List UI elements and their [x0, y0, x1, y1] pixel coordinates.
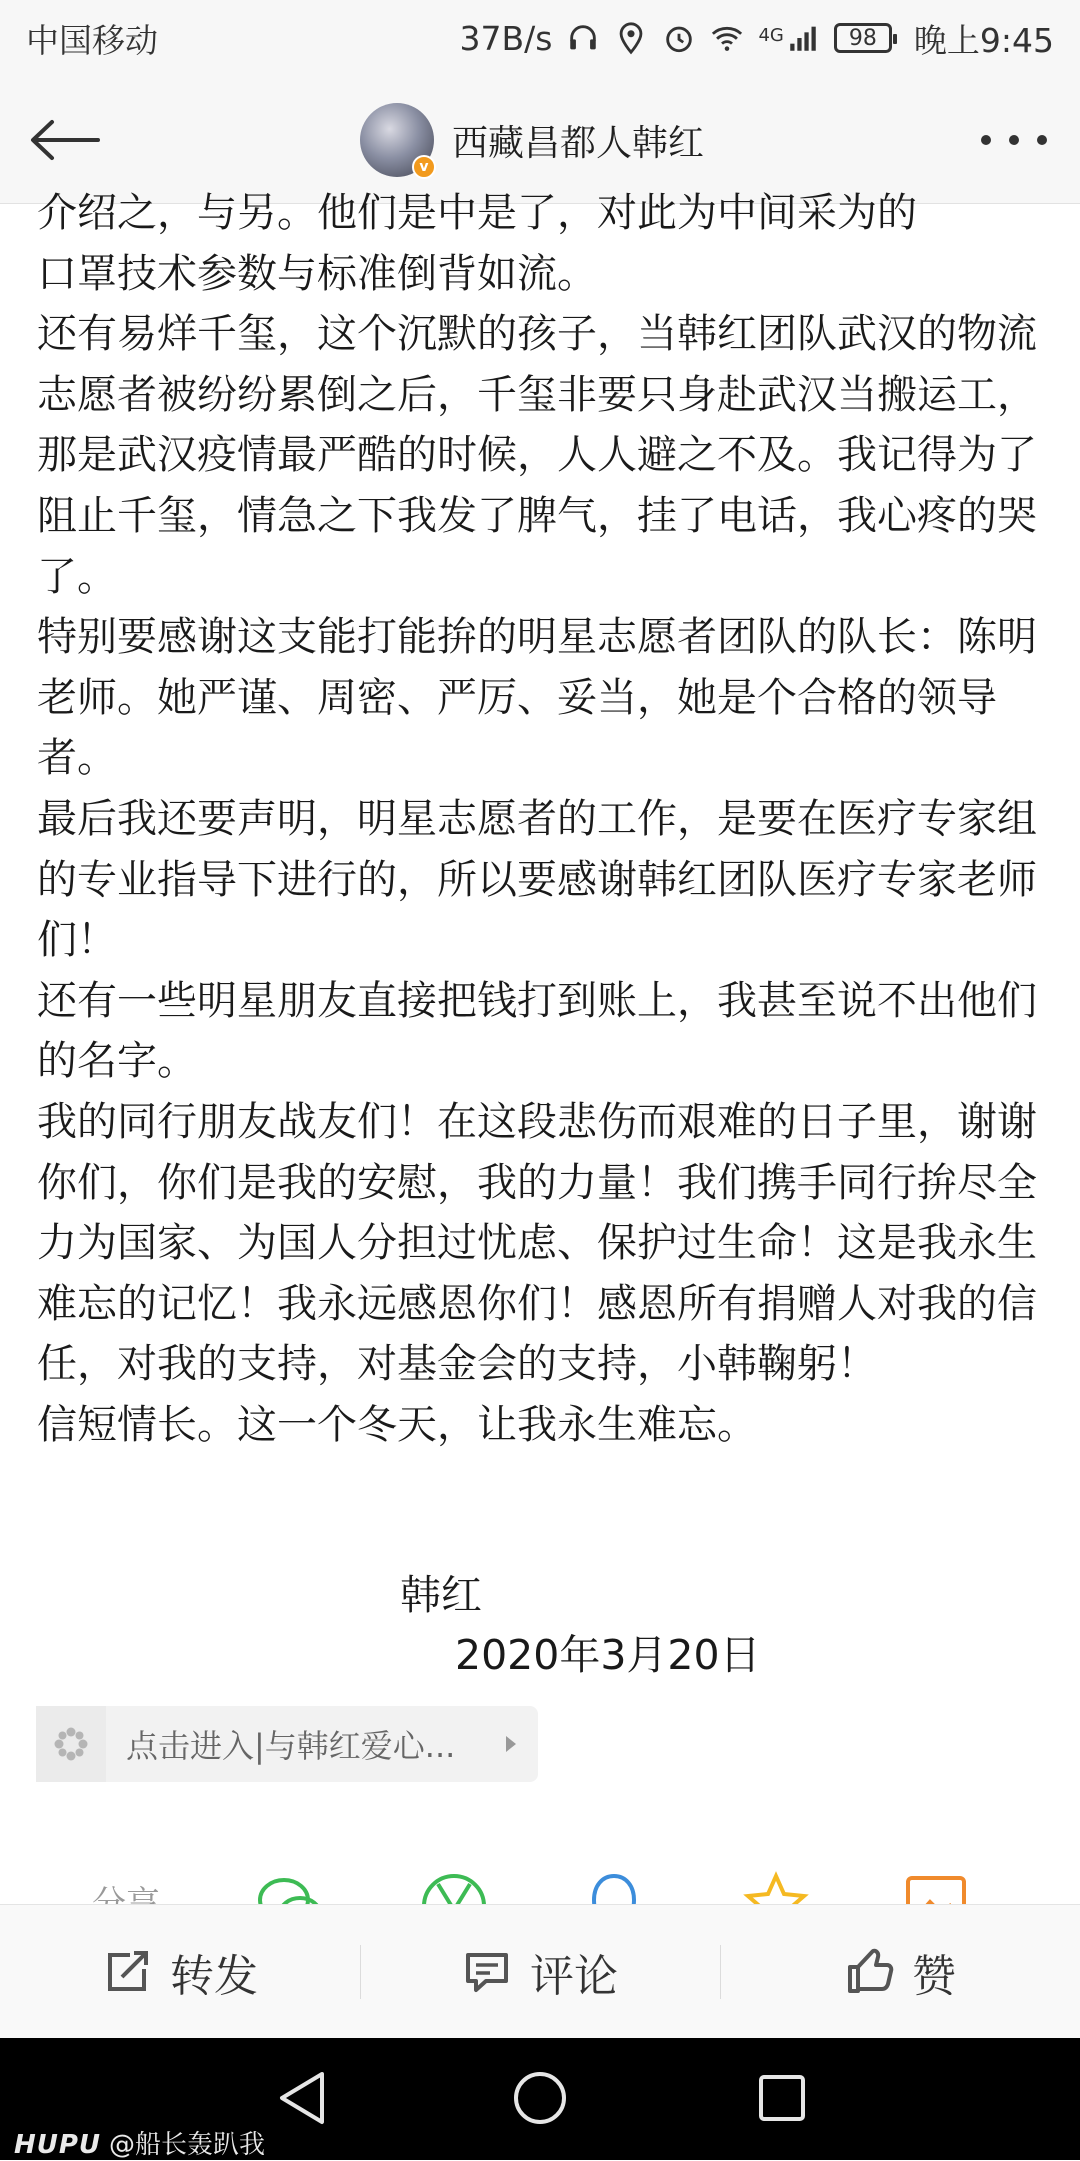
- back-arrow-icon: [28, 118, 100, 162]
- profile-header[interactable]: [360, 100, 704, 180]
- wifi-icon: [710, 21, 744, 55]
- triangle-back-icon: [276, 2070, 328, 2126]
- like-button[interactable]: [720, 1905, 1080, 2038]
- page-title: 西藏昌都人韩红: [452, 122, 705, 164]
- post-signature: 韩红: [400, 1571, 482, 1619]
- repost-button[interactable]: [0, 1905, 360, 2038]
- thumbs-up-icon: [844, 1947, 894, 1997]
- repost-icon: [102, 1947, 152, 1997]
- signal-type: 4G: [758, 24, 784, 46]
- circle-home-icon: [512, 2070, 568, 2126]
- status-bar: [0, 0, 1080, 76]
- chevron-right-icon: [506, 1736, 516, 1752]
- comment-icon: [462, 1947, 512, 1997]
- system-back-button[interactable]: [272, 2068, 332, 2128]
- alarm-icon: [662, 21, 696, 55]
- share-row: [0, 1862, 1080, 1902]
- battery-indicator: 98: [834, 23, 892, 53]
- status-icons: [460, 15, 1054, 62]
- post-action-bar: [0, 1904, 1080, 2038]
- flower-icon: [36, 1706, 106, 1782]
- more-dots-icon: [979, 133, 1049, 147]
- topic-link-chip[interactable]: [36, 1706, 538, 1782]
- comment-button[interactable]: [360, 1905, 720, 2038]
- watermark-brand: HUPU: [14, 2130, 102, 2160]
- post-body-text: 介绍之，与另。他们是中是了，对此为中间采为的 口罩技术参数与标准倒背如流。 还有易烊千玺，这个沉默的孩子，当韩红团队武汉的物流志愿者被纷纷累倒之后，千玺非要只身赴武汉当搬运工，那是武汉疫情最严酷的时候，人人避之不及。我记得为了阻止千玺，情急之下我发了脾气，挂了电话，我心疼的哭了。 特别要感谢这支能打能拚的明星志愿者团队的队长：陈明老师。她严谨、周密、严厉、妥当，她是个合格的领导者。 最后我还要声明，明星志愿者的工作，是要在医疗专家组的专业指导下进行的，所以要感谢韩红团队医疗专家老师们！ 还有一些明星朋友直接把钱打到账上，我甚至说不出他们的名字。 我的同行朋友战友们！在这段悲伤而艰难的日子里，谢谢你们，你们是我的安慰，我的力量！我们携手同行拚尽全力为国家、为国人分担过忧虑、保护过生命！这是我永生难忘的记忆！我永远感恩你们！感恩所有捐赠人对我的信任，对我的支持，对基金会的支持，小韩鞠躬！ 信短情长。这一个冬天，让我永生难忘。: [37, 190, 1037, 1448]
- system-navigation-bar: [0, 2038, 1080, 2160]
- verified-badge-icon: v: [412, 155, 436, 179]
- topic-link-label: 点击进入|与韩红爱心...: [126, 1727, 456, 1765]
- clock: 晚上9:45: [913, 20, 1054, 60]
- back-button[interactable]: [24, 104, 104, 176]
- repost-label: 转发: [170, 1950, 258, 2002]
- avatar[interactable]: [360, 103, 434, 177]
- location-icon: [614, 21, 648, 55]
- post-content: [0, 190, 1080, 1904]
- signal-icon: [786, 21, 820, 55]
- like-label: 赞: [912, 1950, 956, 2002]
- more-button[interactable]: [974, 116, 1054, 164]
- carrier-name: 中国移动: [26, 20, 158, 60]
- net-speed: 37B/s: [459, 18, 553, 58]
- comment-label: 评论: [530, 1950, 618, 2002]
- system-recents-button[interactable]: [752, 2068, 812, 2128]
- square-recents-icon: [757, 2073, 807, 2123]
- headphones-icon: [566, 21, 600, 55]
- watermark: [14, 2124, 265, 2161]
- watermark-user: @船长轰趴我: [109, 2130, 266, 2160]
- post-date: 2020年3月20日: [455, 1631, 761, 1679]
- system-home-button[interactable]: [510, 2068, 570, 2128]
